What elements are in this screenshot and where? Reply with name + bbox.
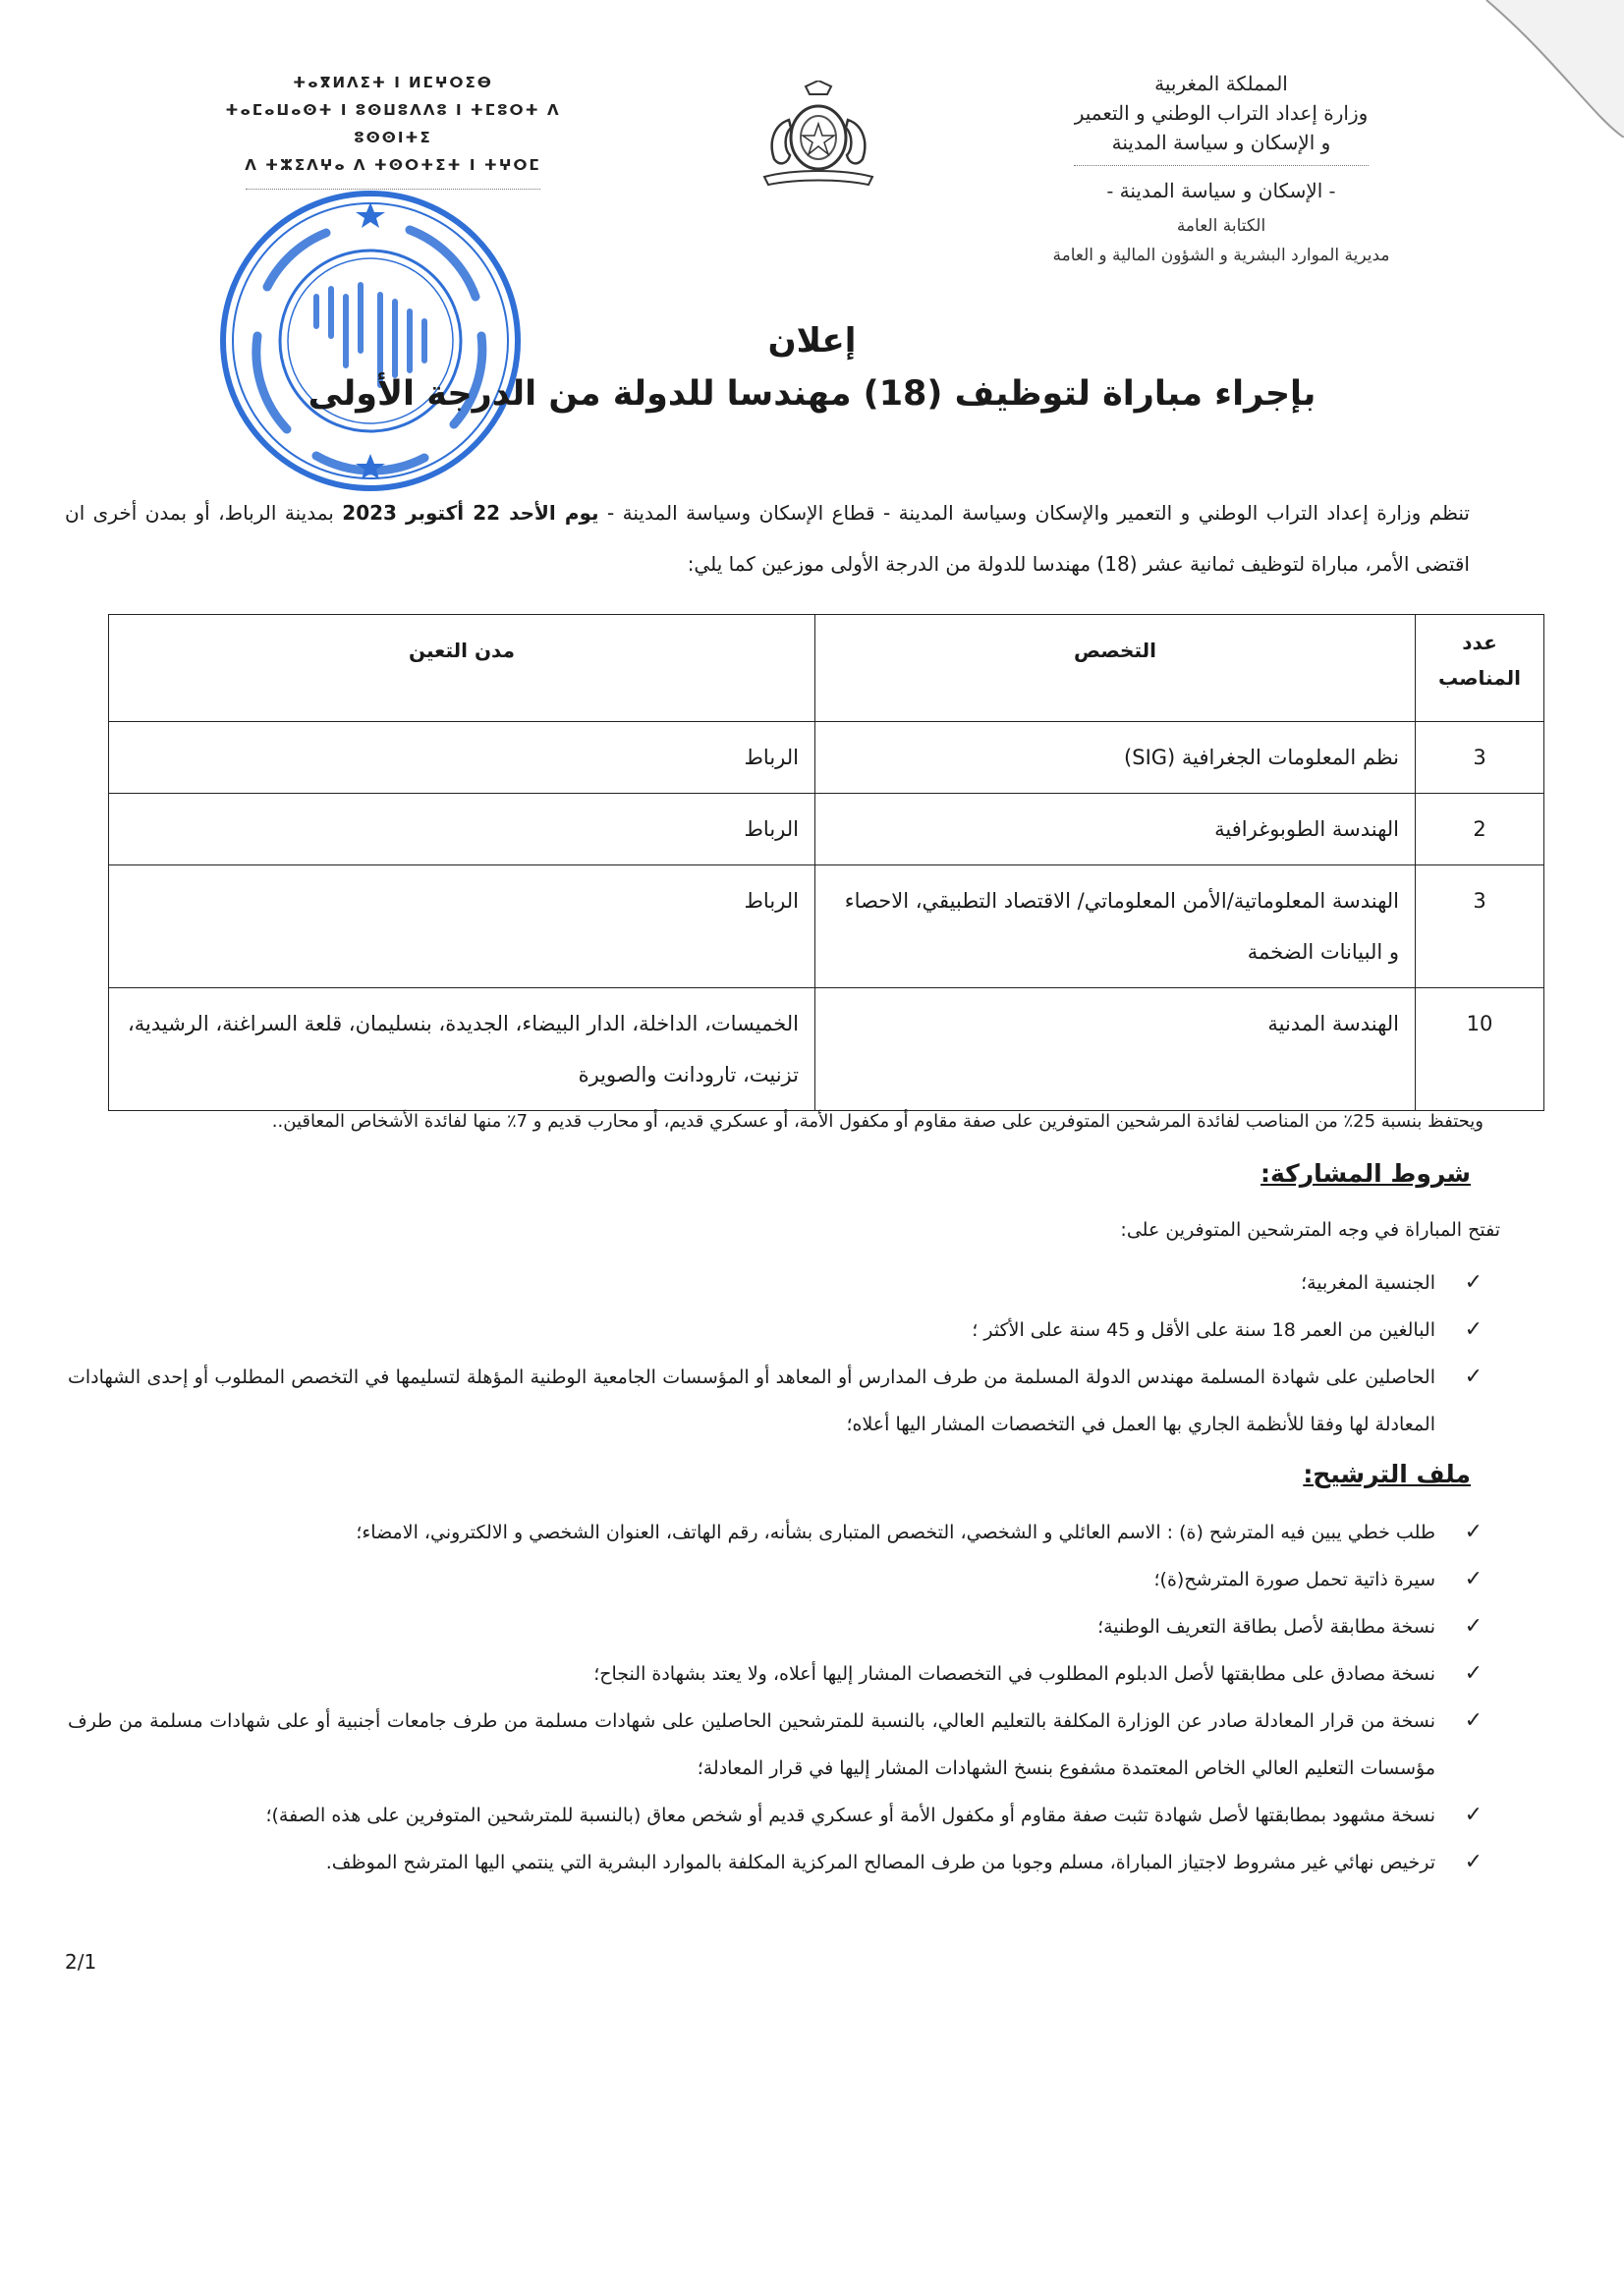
table-row <box>109 794 1544 865</box>
check-icon: ✓ <box>1464 1803 1483 1827</box>
row-specialty: الهندسة المدنية <box>815 988 1416 1111</box>
conditions-lead: تفتح المباراة في وجه المترشحين المتوفرين على: <box>1120 1219 1500 1241</box>
tifinagh-line-2: ⵜⴰⵎⴰⵡⴰⵙⵜ ⵏ ⵓⵙⵡⵓⴷⴷⵓ ⵏ ⵜⵎⵓⵔⵜ ⴷ ⵓⵙⵙⵏⵜⵉ <box>225 101 561 146</box>
row-specialty: نظم المعلومات الجغرافية (SIG) <box>815 722 1416 794</box>
row-count: 3 <box>1416 865 1544 988</box>
list-item <box>68 1698 1483 1792</box>
file-item-text: نسخة مصادق على مطابقتها لأصل الدبلوم المطلوب في التخصصات المشار إليها أعلاه، ولا يعتد بشهادة النجاح؛ <box>593 1663 1435 1685</box>
row-count: 2 <box>1416 794 1544 865</box>
check-icon: ✓ <box>1464 1365 1483 1389</box>
header-line-directorate: مديرية الموارد البشرية و الشؤون المالية و العامة <box>1052 246 1390 265</box>
header-cities: مدن التعين <box>109 615 815 722</box>
table-row <box>109 722 1544 794</box>
check-icon: ✓ <box>1464 1614 1483 1639</box>
exam-date: يوم الأحد 22 أكتوبر 2023 <box>342 501 599 525</box>
list-item <box>68 1354 1483 1448</box>
file-item-text: طلب خطي يبين فيه المترشح (ة) : الاسم العائلي و الشخصي، التخصص المتبارى بشأنه، رقم الهاتف، العنوان الشخصي و الالكتروني، الامضاء؛ <box>356 1522 1435 1543</box>
list-item <box>68 1556 1483 1603</box>
header-line-kingdom: المملكة المغربية <box>1154 72 1288 95</box>
list-item <box>68 1307 1483 1354</box>
file-item-text: نسخة من قرار المعادلة صادر عن الوزارة المكلفة بالتعليم العالي، بالنسبة للمترشحين الحاصلين على شهادات مسلمة من طرف جامعات أجنبية أو على شهادات مسلمة من طرف مؤسسات التعليم العالي الخاص المعتمدة مشفوع بنسخ الشهادات المشار إليها في قرار المعادلة؛ <box>68 1710 1435 1779</box>
row-count: 10 <box>1416 988 1544 1111</box>
list-item <box>68 1792 1483 1839</box>
conditions-list <box>68 1259 1483 1448</box>
list-item <box>68 1509 1483 1556</box>
table-row <box>109 865 1544 988</box>
list-item <box>68 1839 1483 1886</box>
tifinagh-line-3: ⴷ ⵜⵣⵉⴷⵖⴰ ⴷ ⵜⵙⵔⵜⵉⵜ ⵏ ⵜⵖⵔⵎ <box>245 156 541 174</box>
intro-paragraph <box>65 487 1470 589</box>
check-icon: ✓ <box>1464 1567 1483 1591</box>
file-list <box>68 1509 1483 1886</box>
file-item-text: ترخيص نهائي غير مشروط لاجتياز المباراة، مسلم وجوبا من طرف المصالح المركزية المكلفة بالموارد البشرية التي ينتمي اليها المترشح الموظف. <box>325 1852 1435 1873</box>
header-divider <box>1074 165 1369 166</box>
check-icon: ✓ <box>1464 1270 1483 1295</box>
row-cities: الخميسات، الداخلة، الدار البيضاء، الجديدة، بنسليمان، قلعة السراغنة، الرشيدية، تزنيت، تارودانت والصويرة <box>109 988 815 1111</box>
list-item <box>68 1259 1483 1307</box>
condition-text: البالغين من العمر 18 سنة على الأقل و 45 سنة على الأكثر ؛ <box>972 1319 1435 1341</box>
royal-emblem <box>745 81 892 189</box>
ministry-header-arabic <box>1015 69 1428 270</box>
header-count: عدد المناصب <box>1416 615 1544 722</box>
tifinagh-line-1: ⵜⴰⴳⵍⴷⵉⵜ ⵏ ⵍⵎⵖⵔⵉⴱ <box>293 74 493 91</box>
check-icon: ✓ <box>1464 1708 1483 1733</box>
positions-table <box>108 614 1544 1111</box>
row-specialty: الهندسة المعلوماتية/الأمن المعلوماتي/ الاقتصاد التطبيقي، الاحصاء و البيانات الضخمة <box>815 865 1416 988</box>
header-line-ministry-cont: و الإسكان و سياسة المدينة <box>1111 131 1331 154</box>
page-number: 2/1 <box>65 1950 97 1974</box>
table-header-row <box>109 615 1544 722</box>
row-cities: الرباط <box>109 794 815 865</box>
table-row <box>109 988 1544 1111</box>
header-line-sector: - الإسكان و سياسة المدينة - <box>1106 179 1336 202</box>
check-icon: ✓ <box>1464 1520 1483 1544</box>
header-line-ministry: وزارة إعداد التراب الوطني و التعمير <box>1074 101 1369 125</box>
row-cities: الرباط <box>109 722 815 794</box>
check-icon: ✓ <box>1464 1850 1483 1874</box>
intro-text-part1: تنظم وزارة إعداد التراب الوطني و التعمير والإسكان وسياسة المدينة - قطاع الإسكان وسياسة المدينة - <box>598 501 1470 525</box>
file-item-text: نسخة مطابقة لأصل بطاقة التعريف الوطنية؛ <box>1097 1616 1435 1638</box>
file-item-text: سيرة ذاتية تحمل صورة المترشح(ة)؛ <box>1153 1569 1435 1590</box>
header-line-secretariat: الكتابة العامة <box>1176 216 1266 236</box>
condition-text: الحاصلين على شهادة المسلمة مهندس الدولة المسلمة من طرف المدارس أو المعاهد أو المؤسسات الجامعية الوطنية المؤهلة لتسليمها في التخصص المطلوب أو إحدى الشهادات المعادلة لها وفقا للأنظمة الجاري بها العمل في التخصصات المشار اليها أعلاه؛ <box>68 1366 1435 1435</box>
announcement-title <box>0 316 1624 422</box>
list-item <box>68 1603 1483 1650</box>
condition-text: الجنسية المغربية؛ <box>1301 1272 1435 1294</box>
quota-note: ويحتفظ بنسبة 25٪ من المناصب لفائدة المرشحين المتوفرين على صفة مقاوم أو مكفول الأمة، أو عسكري قديم، أو محارب قديم و 7٪ منها لفائدة الأشخاص المعاقين.. <box>271 1111 1484 1132</box>
row-count: 3 <box>1416 722 1544 794</box>
row-cities: الرباط <box>109 865 815 988</box>
check-icon: ✓ <box>1464 1661 1483 1686</box>
file-item-text: نسخة مشهود بمطابقتها لأصل شهادة تثبت صفة مقاوم أو مكفول الأمة أو عسكري قديم أو شخص معاق (بالنسبة للمترشحين المتوفرين على هذه الصفة)؛ <box>265 1805 1435 1826</box>
ministry-header-tifinagh <box>216 69 570 190</box>
conditions-heading: شروط المشاركة: <box>1260 1159 1471 1188</box>
folded-corner <box>1447 0 1624 138</box>
check-icon: ✓ <box>1464 1317 1483 1342</box>
title-subject: بإجراء مباراة لتوظيف (18) مهندسا للدولة من الدرجة الأولى <box>308 374 1316 414</box>
title-announcement: إعلان <box>767 321 857 361</box>
list-item <box>68 1650 1483 1698</box>
row-specialty: الهندسة الطوبوغرافية <box>815 794 1416 865</box>
header-specialty: التخصص <box>815 615 1416 722</box>
intro-text-part2: بمدينة الرباط، أو بمدن أخرى ان اقتضى الأمر، مباراة لتوظيف ثمانية عشر (18) مهندسا للدولة من الدرجة الأولى موزعين كما يلي: <box>65 501 1470 576</box>
file-heading: ملف الترشيح: <box>1303 1460 1471 1488</box>
